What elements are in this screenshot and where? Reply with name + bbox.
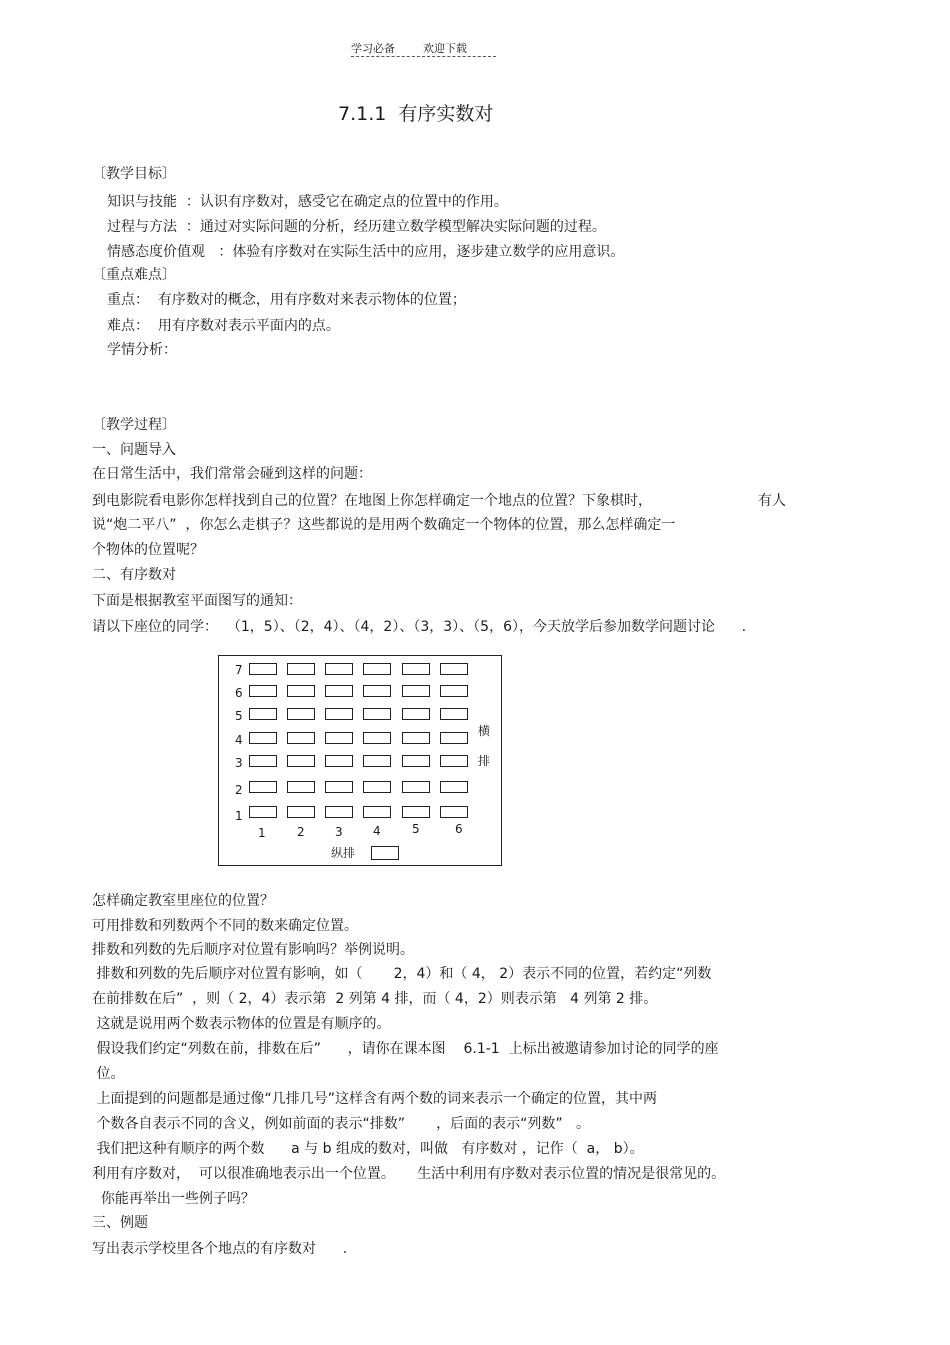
seat	[325, 806, 353, 818]
legend-label: 纵排	[331, 846, 356, 860]
section2-p2: 请以下座位的同学： （1，5）、（2，4）、（4，2）、（3，3）、（5，6），今天放学后参加数学问题讨论 .	[92, 619, 747, 635]
seat	[363, 781, 391, 793]
row-label: 5	[235, 709, 243, 723]
seat	[440, 708, 468, 720]
column-label: 3	[335, 825, 343, 839]
seat	[249, 755, 277, 767]
seat	[325, 685, 353, 697]
seat	[402, 663, 430, 675]
para-line: 位。	[92, 1066, 125, 1082]
para-line: 可用排数和列数两个不同的数来确定位置。	[92, 918, 358, 934]
objective-attitude: 情感态度价值观 ：体验有序数对在实际生活中的应用，逐步建立数学的应用意识。	[107, 244, 625, 260]
side-label-pai: 排	[478, 754, 491, 768]
para-line: 排数和列数的先后顺序对位置有影响，如（ 2，4）和（ 4， 2）表示不同的位置，若约定“列数	[92, 966, 712, 982]
section1-p2-end: 有人	[758, 493, 786, 509]
row-label: 1	[235, 809, 243, 823]
row-label: 7	[235, 663, 243, 677]
seat	[249, 732, 277, 744]
seat	[287, 685, 315, 697]
section3-title: 三、例题	[92, 1215, 148, 1231]
classroom-seat-diagram	[218, 655, 502, 866]
seat	[363, 732, 391, 744]
seat	[363, 685, 391, 697]
seat	[363, 755, 391, 767]
para-line: 上面提到的问题都是通过像“几排几号”这样含有两个数的词来表示一个确定的位置，其中两	[92, 1091, 657, 1107]
section2-p1: 下面是根据教室平面图写的通知：	[92, 593, 302, 609]
para-line: 假设我们约定“列数在前，排数在后” ，请你在课本图 6.1-1 上标出被邀请参加讨论的同学的座	[92, 1041, 719, 1057]
row-label: 6	[235, 686, 243, 700]
seat	[249, 663, 277, 675]
row-label: 3	[235, 756, 243, 770]
column-label: 1	[258, 826, 266, 840]
objectives-heading: 〔教学目标〕	[92, 166, 176, 182]
seat	[363, 708, 391, 720]
column-label: 4	[373, 824, 381, 838]
seat	[402, 732, 430, 744]
seat	[325, 732, 353, 744]
header-right: 欢迎下载	[422, 42, 467, 55]
seat	[325, 781, 353, 793]
header-divider	[351, 56, 496, 57]
process-heading: 〔教学过程〕	[92, 417, 176, 433]
seat	[402, 755, 430, 767]
para-line: 排数和列数的先后顺序对位置有影响吗？举例说明。	[92, 942, 414, 958]
para-line: 利用有序数对， 可以很准确地表示出一个位置。 生活中利用有序数对表示位置的情况是很常见的。	[92, 1166, 726, 1182]
seat	[440, 663, 468, 675]
section1-p1: 在日常生活中，我们常常会碰到这样的问题：	[92, 466, 372, 482]
section2-title: 二、有序数对	[92, 567, 176, 583]
seat	[440, 755, 468, 767]
seat	[325, 755, 353, 767]
seat	[249, 708, 277, 720]
seat	[440, 781, 468, 793]
seat	[287, 781, 315, 793]
row-label: 2	[235, 783, 243, 797]
objective-knowledge: 知识与技能 ：认识有序数对，感受它在确定点的位置中的作用。	[107, 194, 508, 210]
seat	[325, 663, 353, 675]
difficult-point: 难点： 用有序数对表示平面内的点。	[107, 318, 340, 334]
seat	[402, 806, 430, 818]
seat	[249, 781, 277, 793]
header-left: 学习必备	[351, 42, 395, 55]
seat	[402, 685, 430, 697]
seat	[287, 806, 315, 818]
section1-p4: 个物体的位置呢？	[92, 542, 204, 558]
para-line: 个数各自表示不同的含义，例如前面的表示“排数” ，后面的表示“列数” 。	[92, 1116, 590, 1132]
para-line: 我们把这种有顺序的两个数 a 与 b 组成的数对，叫做 有序数对 ，记作（ a， b）。	[92, 1141, 644, 1157]
column-label: 6	[455, 822, 463, 836]
keypoints-heading: 〔重点难点〕	[92, 267, 176, 283]
seat	[363, 806, 391, 818]
seat	[440, 685, 468, 697]
seat	[287, 732, 315, 744]
legend-seat	[371, 846, 399, 860]
seat	[363, 663, 391, 675]
row-label: 4	[235, 733, 243, 747]
seat	[402, 708, 430, 720]
analysis-label: 学情分析：	[107, 342, 177, 358]
seat	[287, 663, 315, 675]
seat	[440, 732, 468, 744]
column-label: 5	[412, 822, 420, 836]
objective-process: 过程与方法 ：通过对实际问题的分析，经历建立数学模型解决实际问题的过程。	[107, 219, 606, 235]
key-point: 重点： 有序数对的概念，用有序数对来表示物体的位置；	[107, 292, 466, 308]
seat	[287, 708, 315, 720]
seat	[402, 781, 430, 793]
page-title: 7.1.1 有序实数对	[338, 103, 494, 125]
seat	[440, 806, 468, 818]
seat	[287, 755, 315, 767]
seat	[325, 708, 353, 720]
side-label-heng: 横	[478, 724, 491, 738]
para-line: 你能再举出一些例子吗？	[92, 1191, 255, 1207]
para-line: 这就是说用两个数表示物体的位置是有顺序的。	[92, 1016, 391, 1032]
section1-title: 一、问题导入	[92, 442, 176, 458]
para-line: 在前排数在后” ，则（ 2，4）表示第 2 列第 4 排，而（ 4，2）则表示第 4 列第 2 排。	[92, 991, 658, 1007]
section1-p2: 到电影院看电影你怎样找到自己的位置？在地图上你怎样确定一个地点的位置？下象棋时，	[92, 493, 652, 509]
seat	[249, 806, 277, 818]
seat	[249, 685, 277, 697]
column-label: 2	[297, 825, 305, 839]
para-line: 怎样确定教室里座位的位置？	[92, 893, 274, 909]
para-line: 写出表示学校里各个地点的有序数对 .	[92, 1241, 348, 1257]
section1-p3: 说“炮二平八” ，你怎么走棋子？这些都说的是用两个数确定一个物体的位置，那么怎样确定一	[92, 517, 676, 533]
